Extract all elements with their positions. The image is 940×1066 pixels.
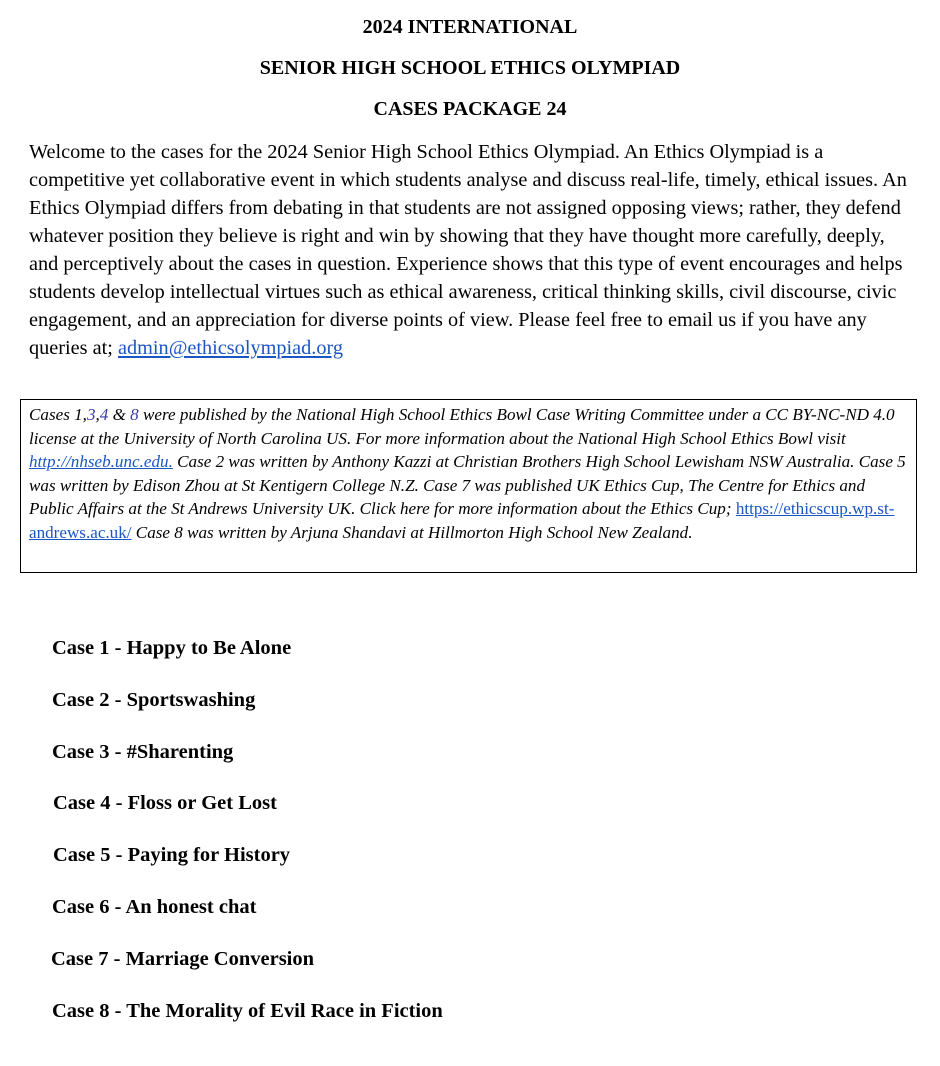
case-item-2: Case 2 - Sportswashing (52, 689, 256, 711)
credits-middle-text: Case 2 was written by Anthony Kazzi at Christian Brothers High School Lewisham NSW Australia. Case 5 was written by Edison Zhou at St Kentigern College N.Z. Case 7 was published UK Ethics Cup, The Centre for Ethics and Public Affairs at the St Andrews University UK. Click here for more information about the Ethics Cup; (29, 452, 906, 519)
credits-box (20, 399, 917, 573)
case-item-3: Case 3 - #Sharenting (52, 741, 234, 763)
case-item-1: Case 1 - Happy to Be Alone (52, 637, 292, 659)
credits-end-text: Case 8 was written by Arjuna Shandavi at Hillmorton High School New Zealand. (131, 522, 693, 542)
ethics-cup-link[interactable]: https://ethicscup.wp.st-andrews.ac.uk/ (29, 499, 895, 542)
intro-paragraph (29, 138, 919, 362)
document-title-line-3: CASES PACKAGE 24 (373, 98, 567, 120)
credits-case-3: 3 (86, 405, 96, 424)
intro-text: Welcome to the cases for the 2024 Senior High School Ethics Olympiad. An Ethics Olympiad is a competitive yet collaborative event in which students analyse and discuss real-life, timely, ethical issues. An Ethics Olympiad differs from debating in that students are not assigned opposing views; rather, they defend whatever position they believe is right and win by showing that they have thought more carefully, deeply, and perceptively about the cases in question. Experience shows that this type of event encourages and helps students develop intellectual virtues such as ethical awareness, critical thinking skills, civil discourse, civic engagement, and an appreciation for diverse points of view. Please feel free to email us if you have any queries at; (29, 141, 907, 359)
case-item-6: Case 6 - An honest chat (52, 896, 257, 918)
credits-comma: , (95, 405, 100, 424)
credits-case-4: 4 (99, 405, 109, 424)
case-item-5: Case 5 - Paying for History (53, 844, 291, 866)
nhseb-link[interactable]: http://nhseb.unc.edu. (29, 452, 173, 472)
case-item-7: Case 7 - Marriage Conversion (51, 948, 315, 970)
case-item-8: Case 8 - The Morality of Evil Race in Fiction (52, 1000, 443, 1022)
credits-prefix: Cases 1, (29, 405, 87, 424)
admin-email-link[interactable]: admin@ethicsolympiad.org (118, 337, 344, 359)
credits-case-8: 8 (130, 405, 139, 424)
document-title-line-1: 2024 INTERNATIONAL (362, 16, 578, 38)
credits-ampersand: & (108, 405, 131, 424)
document-title-line-2: SENIOR HIGH SCHOOL ETHICS OLYMPIAD (259, 57, 681, 79)
credits-nhseb-text: were published by the National High School Ethics Bowl Case Writing Committee under a CC BY-NC-ND 4.0 license at the University of North Carolina US. For more information about the National High School Ethics Bowl visit (29, 405, 895, 448)
case-item-4: Case 4 - Floss or Get Lost (53, 792, 277, 814)
